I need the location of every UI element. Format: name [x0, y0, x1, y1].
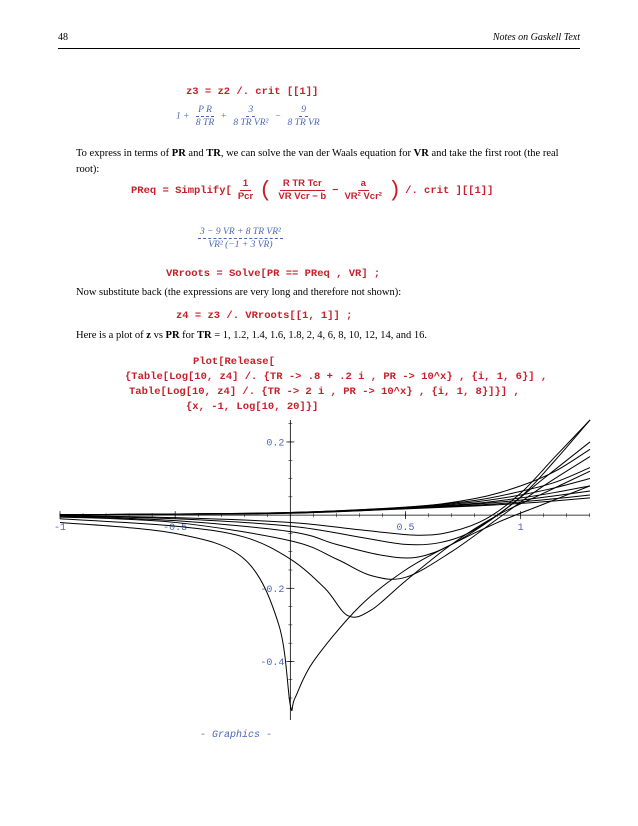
- paragraph-1: To express in terms of PR and TR, we can solve the van der Waals equation for VR and take the first root (the real root):: [76, 148, 559, 175]
- series-line-tr-6: [60, 468, 590, 515]
- y-tick-label: 0.2: [266, 438, 285, 450]
- paragraph-2: Now substitute back (the expressions are very long and therefore not shown):: [76, 287, 402, 298]
- cell2-frac1: [235, 178, 256, 203]
- paragraph-3: Here is a plot of z vs PR for TR = 1, 1.2, 1.4, 1.6, 1.8, 2, 4, 6, 8, 10, 12, 14, and 16.: [76, 330, 427, 341]
- cell2-suffix: /. crit ][[1]]: [405, 184, 494, 197]
- cell3-input[interactable]: VRroots = Solve[PR == PReq , VR] ;: [166, 268, 381, 280]
- series-line-tr-10: [60, 486, 590, 515]
- cell4-input[interactable]: z4 = z3 /. VRroots[[1, 1]] ;: [176, 310, 353, 322]
- cell5-line-1[interactable]: Plot[Release[: [193, 356, 275, 368]
- cfrac3-den: VR² Vcr²: [344, 191, 382, 202]
- cfrac1-num: 1: [240, 178, 251, 191]
- series-line-tr-1-2: [60, 471, 590, 617]
- x-tick-label: 0.5: [396, 523, 415, 535]
- cell2-minus: −: [332, 184, 339, 197]
- x-tick-label: -0.5: [163, 523, 188, 535]
- cell5-line-2[interactable]: {Table[Log[10, z4] /. {TR -> .8 + .2 i , PR -> 10^x} , {i, 1, 6}] ,: [125, 371, 548, 383]
- cfrac2-den: VR Vcr − b: [278, 191, 327, 202]
- cell1-lead: 1 +: [176, 111, 190, 122]
- cfrac3-num: a: [358, 178, 369, 191]
- y-tick-label: -0.2: [260, 584, 285, 596]
- cell1-output: [176, 104, 324, 129]
- frac3-num: 9: [301, 105, 306, 115]
- cell2-out-den: VR² (−1 + 3 VR): [208, 240, 273, 250]
- frac3-den: 8 TR VR: [287, 118, 320, 128]
- page-number: 48: [58, 32, 68, 43]
- y-tick-label: -0.4: [260, 657, 285, 669]
- cell2-input[interactable]: [131, 178, 493, 203]
- left-paren: (: [259, 178, 273, 203]
- cell2-frac3: [341, 178, 384, 203]
- cell2-frac2: [275, 178, 329, 203]
- x-tick-label: -1: [53, 523, 67, 535]
- series-line-tr-16: [60, 498, 590, 515]
- cell1-frac2: [231, 104, 270, 129]
- right-paren: ): [387, 178, 402, 203]
- cell2-prefix: PReq = Simplify[: [131, 184, 232, 197]
- frac1-num: P R: [198, 105, 212, 115]
- op1: +: [220, 111, 227, 122]
- x-tick-label: 1: [517, 523, 524, 535]
- frac2-den: 8 TR VR²: [233, 118, 269, 128]
- cell5-line-4[interactable]: {x, -1, Log[10, 20]}]: [186, 401, 319, 413]
- frac1-den: 8 TR: [195, 118, 215, 128]
- header-rule: [58, 48, 580, 49]
- cfrac2-num: R TR Tcr: [280, 178, 325, 191]
- cell5-line-3[interactable]: Table[Log[10, z4] /. {TR -> 2 i , PR -> 10^x} , {i, 1, 8}]}] ,: [129, 386, 520, 398]
- cell2-output: [196, 226, 285, 251]
- running-title: Notes on Gaskell Text: [492, 32, 580, 43]
- series-line-tr-1-6: [60, 442, 590, 558]
- op2: −: [274, 111, 282, 122]
- cell1-input[interactable]: z3 = z2 /. crit [[1]]: [186, 86, 319, 98]
- graphics-label: - Graphics -: [200, 730, 273, 741]
- cfrac1-den: Pcr: [237, 191, 254, 202]
- frac2-num: 3: [248, 105, 254, 115]
- cell1-frac3: [286, 104, 322, 129]
- z-vs-pr-plot: [53, 420, 590, 720]
- cell2-out-num: 3 − 9 VR + 8 TR VR²: [200, 227, 281, 237]
- cell1-frac1: [194, 104, 216, 129]
